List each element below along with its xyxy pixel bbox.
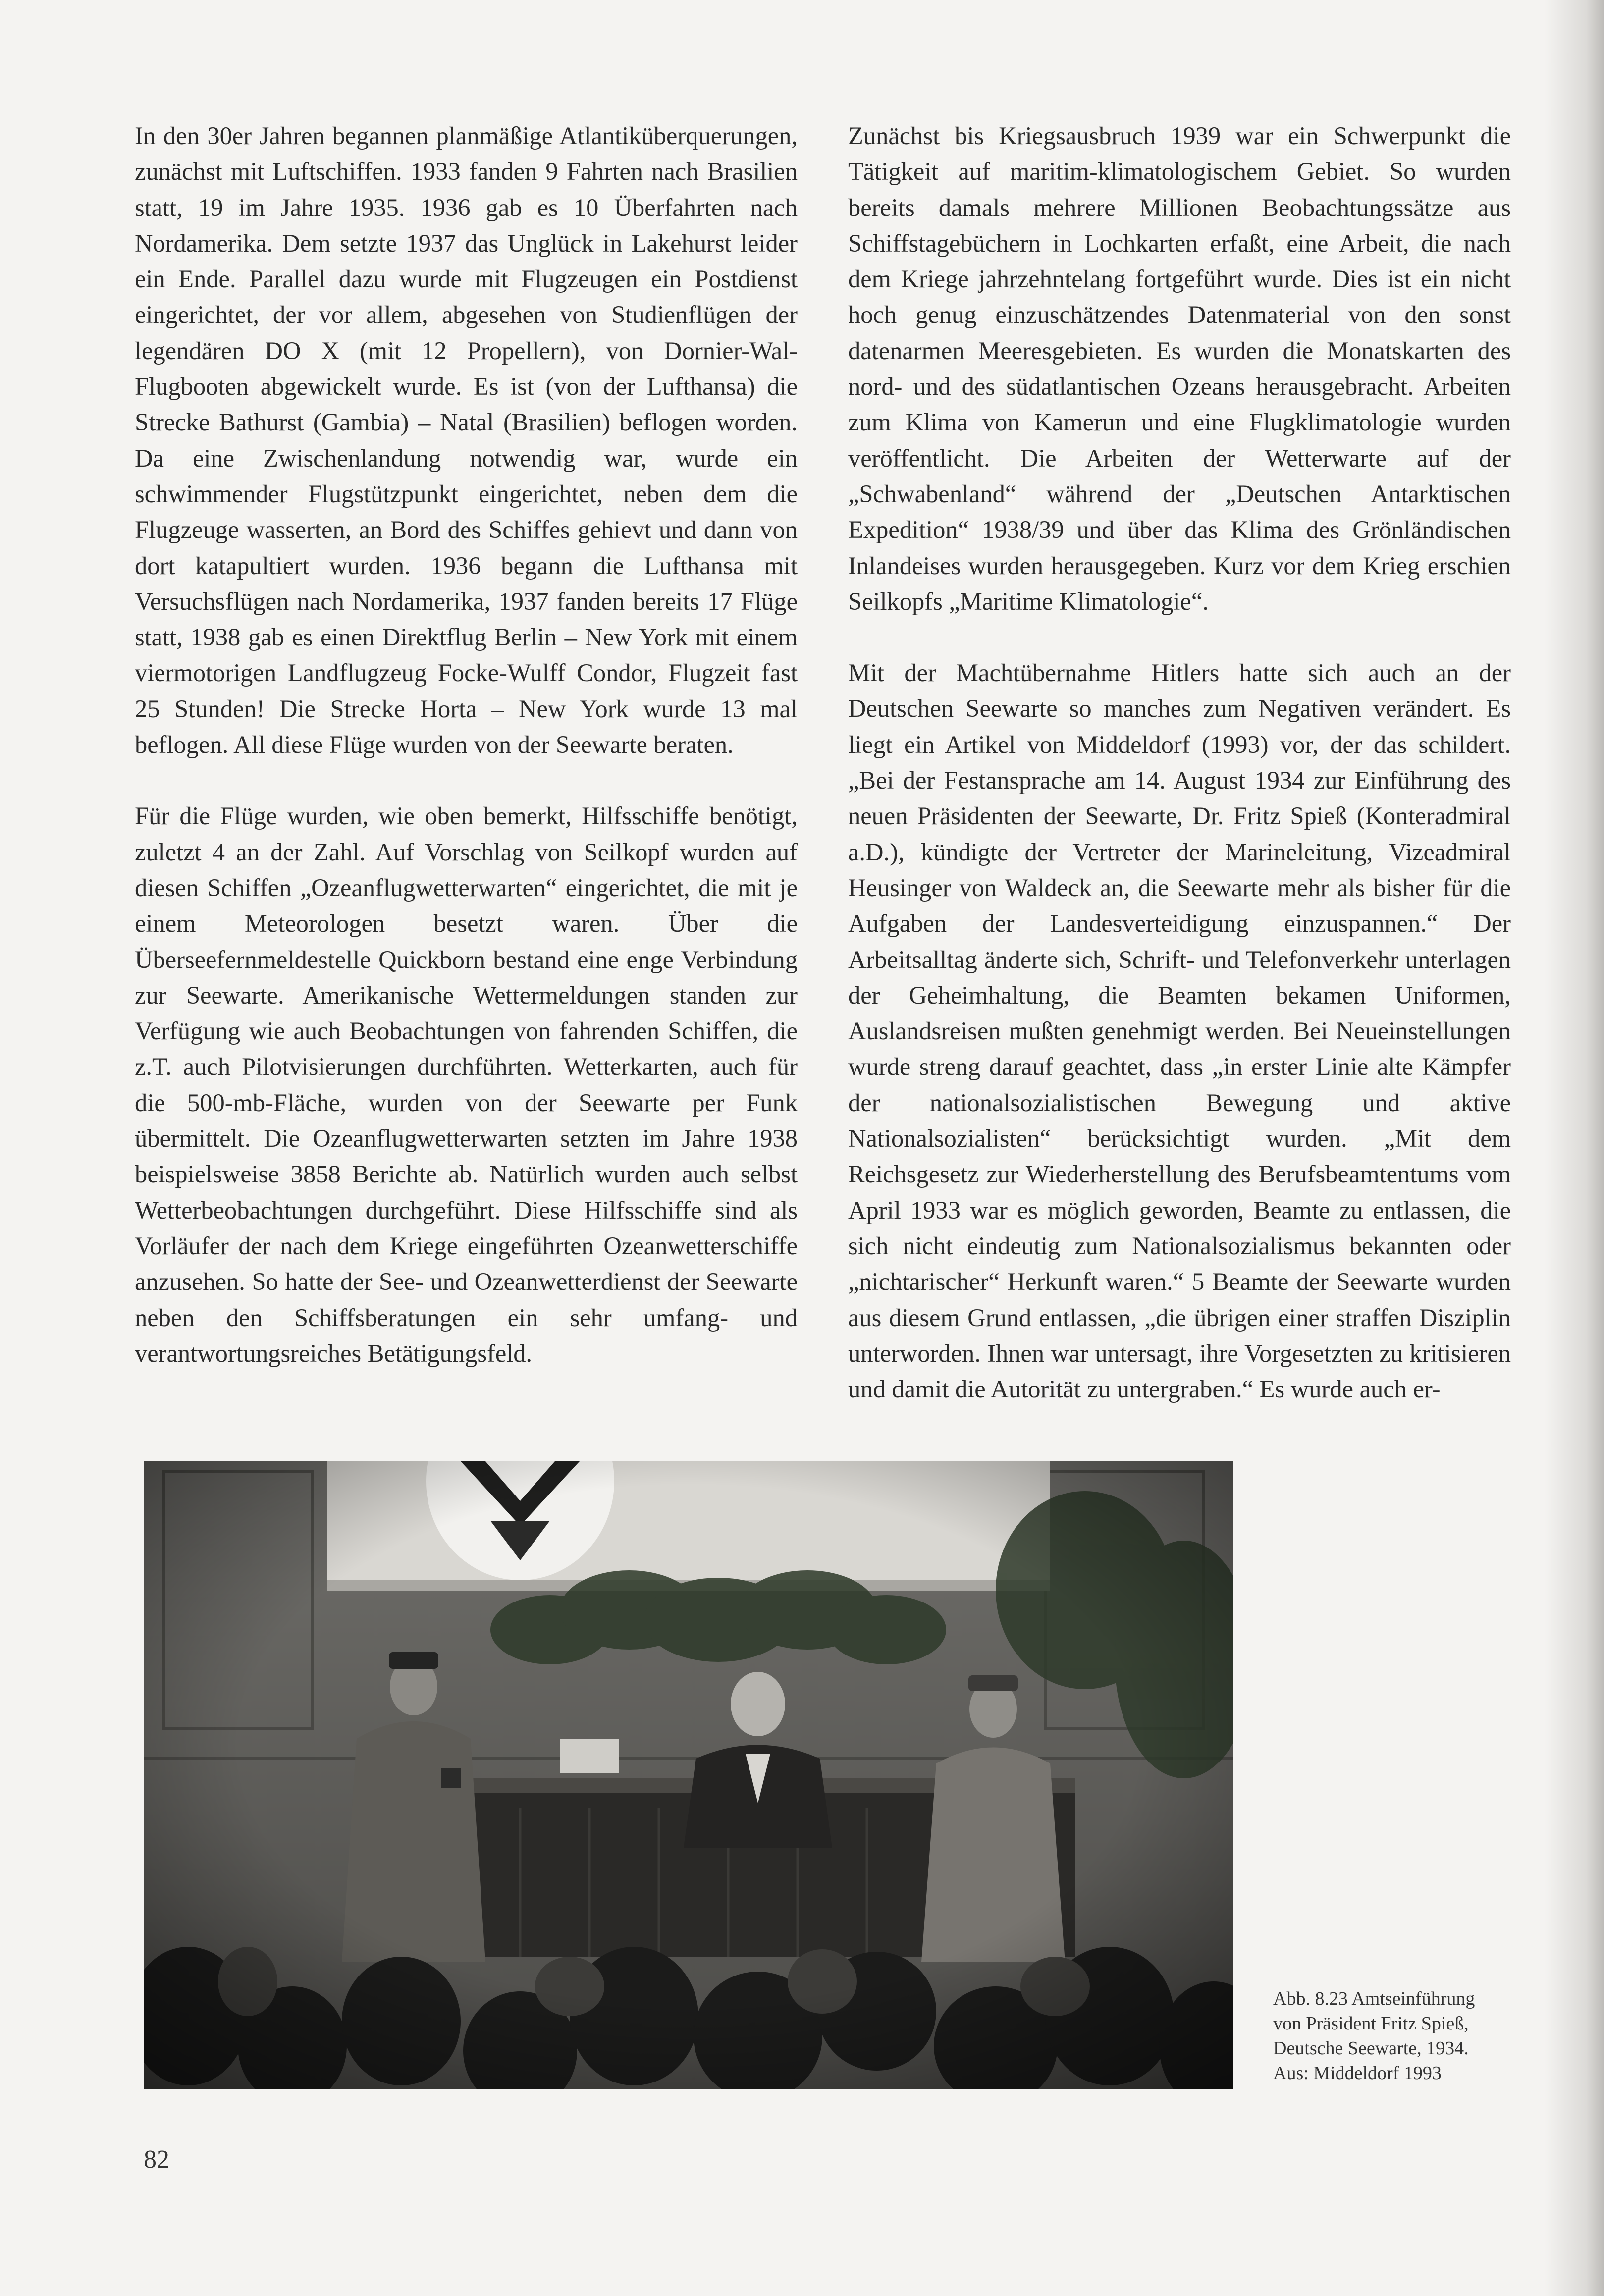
caption-line: von Präsident Fritz Spieß, [1273, 2013, 1469, 2034]
page-spine-shadow [1545, 0, 1604, 2296]
caption-line: Deutsche Seewarte, 1934. [1273, 2038, 1469, 2059]
paragraph: Zunächst bis Kriegsausbruch 1939 war ein Schwerpunkt die Tätigkeit auf maritim-klimatologischem Gebiet. So wurden bereits damals mehrere Millionen Beobachtungssätze aus Schiffstagebüchern in Lochkarten erfaßt, eine Arbeit, die nach dem Kriege jahrzehntelang fortgeführt wurde. Dies ist ein nicht hoch genug einzuschätzendes Datenmaterial von den sonst datenarmen Meeresgebieten. Es wurden die Monatskarten des nord- und des südatlantischen Ozeans herausgebracht. Arbeiten zum Klima von Kamerun und eine Flugklimatologie wurden veröffentlicht. Die Arbeiten der Wetterwarte auf der „Schwabenland“ während der „Deutschen Antarktischen Expedition“ 1938/39 und über das Klima des Grönländischen Inlandeises wurden herausgegeben. Kurz vor dem Krieg erschien Seilkopfs „Maritime Klimatologie“. [848, 122, 1511, 615]
left-text-column [135, 118, 798, 1371]
page-number: 82 [144, 2145, 169, 2174]
figure-caption [1273, 1986, 1531, 2085]
caption-line: Aus: Middeldorf 1993 [1273, 2063, 1442, 2083]
inauguration-photo [144, 1461, 1233, 2089]
right-text-column [848, 118, 1511, 1407]
caption-line: Abb. 8.23 Amtseinführung [1273, 1988, 1475, 2009]
paragraph: Mit der Machtübernahme Hitlers hatte sich auch an der Deutschen Seewarte so manches zum Negativen verändert. Es liegt ein Artikel von Middeldorf (1993) vor, der das schildert. „Bei der Festansprache am 14. August 1934 zur Einführung des neuen Präsidenten der Seewarte, Dr. Fritz Spieß (Konteradmiral a.D.), kündigte der Vertreter der Marineleitung, Vizeadmiral Heusinger von Waldeck an, die Seewarte mehr als bisher für die Aufgaben der Landesverteidigung einzuspannen.“ Der Arbeitsalltag änderte sich, Schrift- und Telefonverkehr unterlagen der Geheimhaltung, die Beamten bekamen Uniformen, Auslandsreisen mußten genehmigt werden. Bei Neueinstellungen wurde streng darauf geachtet, dass „in erster Linie alte Kämpfer der nationalsozialistischen Bewegung und aktive Nationalsozialisten“ berücksichtigt wurden. „Mit dem Reichsgesetz zur Wiederherstellung des Berufsbeamtentums vom April 1933 war es möglich geworden, Beamte zu entlassen, die sich nicht eindeutig zum Nationalsozialismus bekannten oder „nichtarischer“ Herkunft waren.“ 5 Beamte der Seewarte wurden aus diesem Grund entlassen, „die übrigen einer straffen Disziplin unterworden. Ihnen war untersagt, ihre Vorgesetzten zu kritisieren und damit die Autorität zu untergraben.“ Es wurde auch er- [848, 659, 1511, 1403]
paragraph: Für die Flüge wurden, wie oben bemerkt, Hilfsschiffe benötigt, zuletzt 4 an der Zahl. Auf Vorschlag von Seilkopf wurden auf diesen Schiffen „Ozeanflugwetterwarten“ eingerichtet, die mit je einem Meteorologen besetzt waren. Über die Überseefernmeldestelle Quickborn bestand eine enge Verbindung zur Seewarte. Amerikanische Wettermeldungen standen zur Verfügung wie auch Beobachtungen von fahrenden Schiffen, die z.T. auch Pilotvisierungen durchführten. Wetterkarten, auch für die 500-mb-Fläche, wurden von der Seewarte per Funk übermittelt. Die Ozeanflugwetterwarten setzten im Jahre 1938 beispielsweise 3858 Berichte ab. Natürlich wurden auch selbst Wetterbeobachtungen durchgeführt. Diese Hilfsschiffe sind als Vorläufer der nach dem Kriege eingeführten Ozeanwetterschiffe anzusehen. So hatte der See- und Ozeanwetterdienst der Seewarte neben den Schiffsberatungen ein sehr umfang- und verantwortungsreiches Betätigungsfeld. [135, 802, 798, 1367]
photo-illustration [144, 1461, 1233, 2089]
paragraph: In den 30er Jahren begannen planmäßige Atlantiküberquerungen, zunächst mit Luftschiffen. 1933 fanden 9 Fahrten nach Brasilien statt, 19 im Jahre 1935. 1936 gab es 10 Überfahrten nach Nordamerika. Dem setzte 1937 das Unglück in Lakehurst leider ein Ende. Parallel dazu wurde mit Flugzeugen ein Postdienst eingerichtet, der vor allem, abgesehen von Studienflügen der legendären DO X (mit 12 Propellern), von Dornier-Wal-Flugbooten abgewickelt wurde. Es ist (von der Lufthansa) die Strecke Bathurst (Gambia) – Natal (Brasilien) beflogen worden. Da eine Zwischenlandung notwendig war, wurde ein schwimmender Flugstützpunkt eingerichtet, neben dem die Flugzeuge wasserten, an Bord des Schiffes gehievt und dann von dort katapultiert wurden. 1936 begann die Lufthansa mit Versuchsflügen nach Nordamerika, 1937 fanden bereits 17 Flüge statt, 1938 gab es einen Direktflug Berlin – New York mit einem viermotorigen Landflugzeug Focke-Wulff Condor, Flugzeit fast 25 Stunden! Die Strecke Horta – New York wurde 13 mal beflogen. All diese Flüge wurden von der Seewarte beraten. [135, 122, 798, 759]
